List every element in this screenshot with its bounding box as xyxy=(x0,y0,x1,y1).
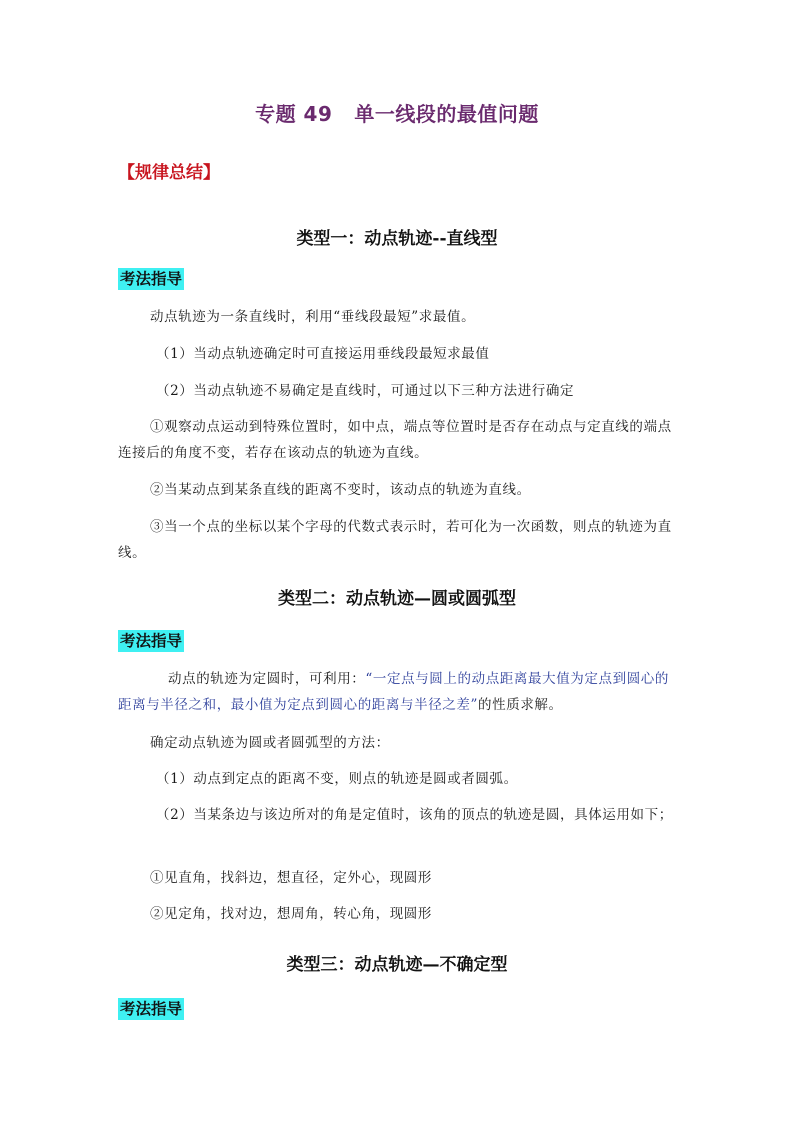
type1-paragraph-5: ②当某动点到某条直线的距离不变时，该动点的轨迹为直线。 xyxy=(150,482,531,498)
type2-paragraph-4: （2）当某条边与该边所对的角是定值时，该角的顶点的轨迹是圆，具体运用如下； xyxy=(156,807,673,823)
type2-p1-pre: 动点的轨迹为定圆时，可利用： xyxy=(168,671,366,687)
title-main: 单一线段的最值问题 xyxy=(354,102,539,126)
type1-guide-label: 考法指导 xyxy=(120,270,183,288)
title-prefix: 专题 49 xyxy=(255,102,333,126)
type2-paragraph-6: ②见定角，找对边，想周角，转心角，现圆形 xyxy=(150,906,432,922)
type2-paragraph-5: ①见直角，找斜边，想直径，定外心，现圆形 xyxy=(150,870,432,886)
type1-paragraph-1: 动点轨迹为一条直线时，利用“垂线段最短”求最值。 xyxy=(150,309,476,325)
page-title xyxy=(0,98,794,127)
type2-paragraph-1 xyxy=(118,666,678,718)
type1-paragraph-3: （2）当动点轨迹不易确定是直线时，可通过以下三种方法进行确定 xyxy=(156,383,575,399)
type1-paragraph-2: （1）当动点轨迹确定时可直接运用垂线段最短求最值 xyxy=(156,346,490,362)
type1-heading: 类型一：动点轨迹--直线型 xyxy=(296,229,498,249)
type2-p1-post: 的性质求解。 xyxy=(478,697,563,713)
type2-guide-label: 考法指导 xyxy=(120,632,183,650)
type3-guide-label: 考法指导 xyxy=(120,1000,183,1018)
type1-paragraph-4: ①观察动点运动到特殊位置时，如中点，端点等位置时是否存在动点与定直线的端点连接后的角度不变，若存在该动点的轨迹为直线。 xyxy=(118,419,672,461)
type1-paragraph-6: ③当一个点的坐标以某个字母的代数式表示时，若可化为一次函数，则点的轨迹为直线。 xyxy=(118,519,672,561)
type2-p1-quote: “一定点与圆上的动点距离最大值为定点到圆心的距离与半径之和，最小值为定点到圆心的距离与半径之差” xyxy=(118,671,670,713)
section-label: 【规律总结】 xyxy=(118,163,220,183)
type2-paragraph-2: 确定动点轨迹为圆或者圆弧型的方法： xyxy=(150,735,390,751)
type2-heading: 类型二：动点轨迹—圆或圆弧型 xyxy=(278,589,516,609)
type2-paragraph-3: （1）动点到定点的距离不变，则点的轨迹是圆或者圆弧。 xyxy=(156,771,518,787)
type3-heading: 类型三：动点轨迹—不确定型 xyxy=(286,955,508,975)
